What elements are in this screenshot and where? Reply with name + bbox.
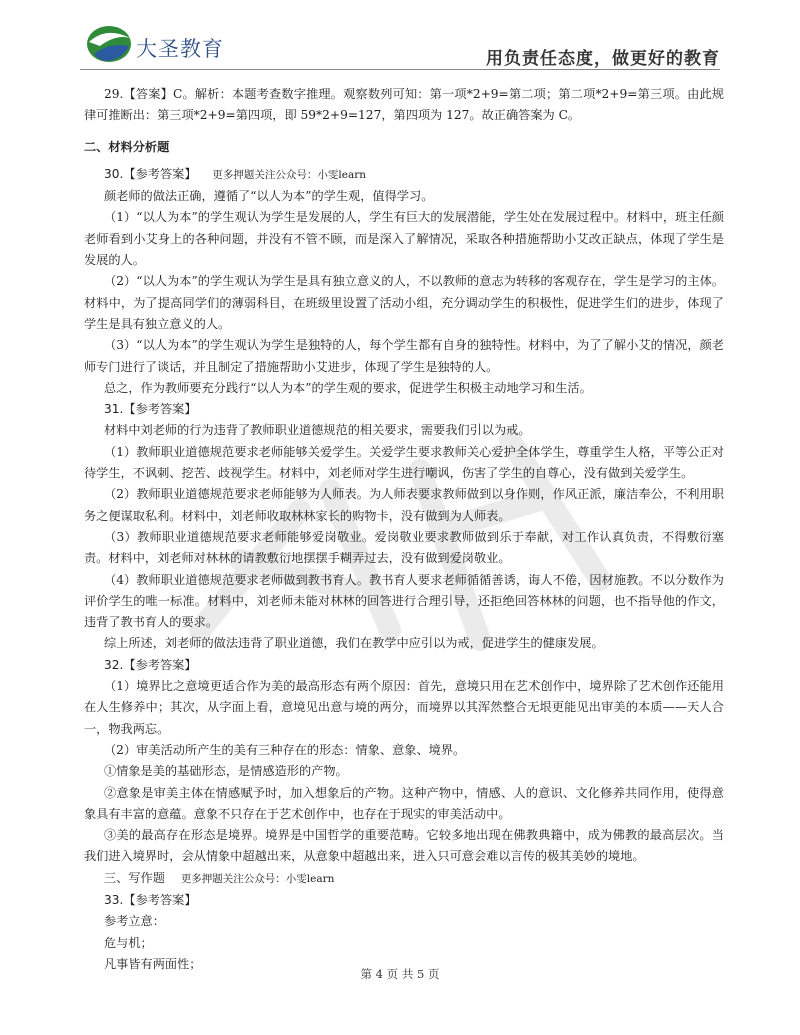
q32-title: 32.【参考答案】 (104, 657, 197, 672)
q31-title: 31.【参考答案】 (104, 402, 197, 417)
q32-line: （2）审美活动所产生的美有三种存在的形态：情象、意象、境界。 (104, 742, 466, 757)
q31-line: 综上所述，刘老师的做法违背了职业道德，我们在教学中应引以为戒，促进学生的健康发展。 (104, 636, 604, 651)
q30-line: 总之，作为教师要充分践行“以人为本”的学生观的要求，促进学生积极主动地学习和生活。 (104, 380, 592, 395)
document-body (84, 80, 724, 975)
q31-line: （1）教师职业道德规范要求老师能够关爱学生。关爱学生要求教师关心爱护全体学生，尊重学生人格，平等公正对待学生，不讽刺、挖苦、歧视学生。材料中，刘老师对学生进行嘲讽，伤害了学生的自尊心，没有做到关爱学生。 (84, 444, 724, 481)
brand-name: 大圣教育 (136, 37, 224, 61)
q33-title: 33.【参考答案】 (104, 892, 197, 907)
q33-line: 凡事皆有两面性； (104, 956, 202, 971)
logo-icon (86, 24, 132, 64)
q30-heading (84, 164, 724, 186)
q31-line: （2）教师职业道德规范要求老师能够为人师表。为人师表要求教师做到以身作则，作风正派，廉洁奉公，不利用职务之便谋取私利。材料中，刘老师收取林林家长的购物卡，没有做到为人师表。 (84, 487, 724, 523)
section3-title: 三、写作题 (104, 870, 165, 885)
q33-line: 危与机； (104, 935, 153, 950)
q29-answer: 29.【答案】C。解析：本题考查数字推理。观察数列可知：第一项*2+9=第二项；第二项*2+9=第三项。由此规律可推断出：第三项*2+9=第四项，即 59*2+9=127，第四项为 127。故正确答案为 C。 (84, 87, 724, 123)
header-divider (80, 69, 720, 70)
q30-line: （3）“以人为本”的学生观认为学生是独特的人，每个学生都有自身的独特性。材料中，为了了解小艾的情况，颜老师专门进行了谈话，并且制定了措施帮助小艾进步，体现了学生是独特的人。 (84, 338, 724, 374)
q30-line: 颜老师的做法正确，遵循了“以人为本”的学生观，值得学习。 (104, 189, 434, 204)
header-slogan: 用负责任态度，做更好的教育 (486, 49, 720, 69)
page-header (0, 0, 800, 80)
q31-line: （4）教师职业道德规范要求老师做到教书育人。教书育人要求老师循循善诱，诲人不倦，因材施教。不以分数作为评价学生的唯一标准。材料中，刘老师未能对林林的回答进行合理引导，还拒绝回答林林的问题，也不指导他的作文，违背了教书育人的要求。 (84, 572, 724, 630)
q32-line: ①情象是美的基础形态，是情感造形的产物。 (104, 764, 348, 779)
q32-line: （1）境界比之意境更适合作为美的最高形态有两个原因：首先，意境只用在艺术创作中，境界除了艺术创作还能用在人生修养中；其次，从字面上看，意境见出意与境的两分，而境界以其浑然整合无垠更能见出审美的本质——天人合一，物我两忘。 (84, 679, 724, 736)
page-number: 第 4 页 共 5 页 (360, 967, 440, 981)
section-heading-materials: 二、材料分析题 (84, 139, 170, 154)
q30-promo-note: 更多押题关注公众号：小雯learn (212, 168, 367, 181)
q31-line: （3）教师职业道德规范要求老师能够爱岗敬业。爱岗敬业要求教师做到乐于奉献，对工作认真负责，不得敷衍塞责。材料中，刘老师对林林的请教敷衍地摆摆手糊弄过去，没有做到爱岗敬业。 (84, 529, 724, 566)
q33-line: 参考立意： (104, 914, 165, 929)
q32-line: ③美的最高存在形态是境界。境界是中国哲学的重要范畴。它较多地出现在佛教典籍中，成为佛教的最高层次。当我们进入境界时，会从情象中超越出来，从意象中超越出来，进入只可意会难以言传的极其美妙的境地。 (84, 828, 724, 864)
q30-title: 30.【参考答案】 (104, 166, 197, 181)
q30-line: （1）“以人为本”的学生观认为学生是发展的人，学生有巨大的发展潜能，学生处在发展过程中。材料中，班主任颜老师看到小艾身上的各种问题，并没有不管不顾，而是深入了解情况，采取各种措施帮助小艾改正缺点，体现了学生是发展的人。 (84, 210, 724, 268)
q31-line: 材料中刘老师的行为违背了教师职业道德规范的相关要求，需要我们引以为戒。 (104, 423, 531, 438)
section3-promo-note: 更多押题关注公众号：小雯learn (180, 872, 335, 885)
section-heading-writing (84, 868, 724, 890)
q32-line: ②意象是审美主体在情感赋予时，加入想象后的产物。这种产物中，情感、人的意识、文化修养共同作用，使得意象具有丰富的意蕴。意象不只存在于艺术创作中，也存在于现实的审美活动中。 (84, 785, 724, 821)
q30-line: （2）“以人为本”的学生观认为学生是具有独立意义的人，不以教师的意志为转移的客观存在，学生是学习的主体。材料中，为了提高同学们的薄弱科目，在班级里设置了活动小组，充分调动学生的积极性，促进学生们的进步，体现了学生是具有独立意义的人。 (84, 274, 724, 331)
